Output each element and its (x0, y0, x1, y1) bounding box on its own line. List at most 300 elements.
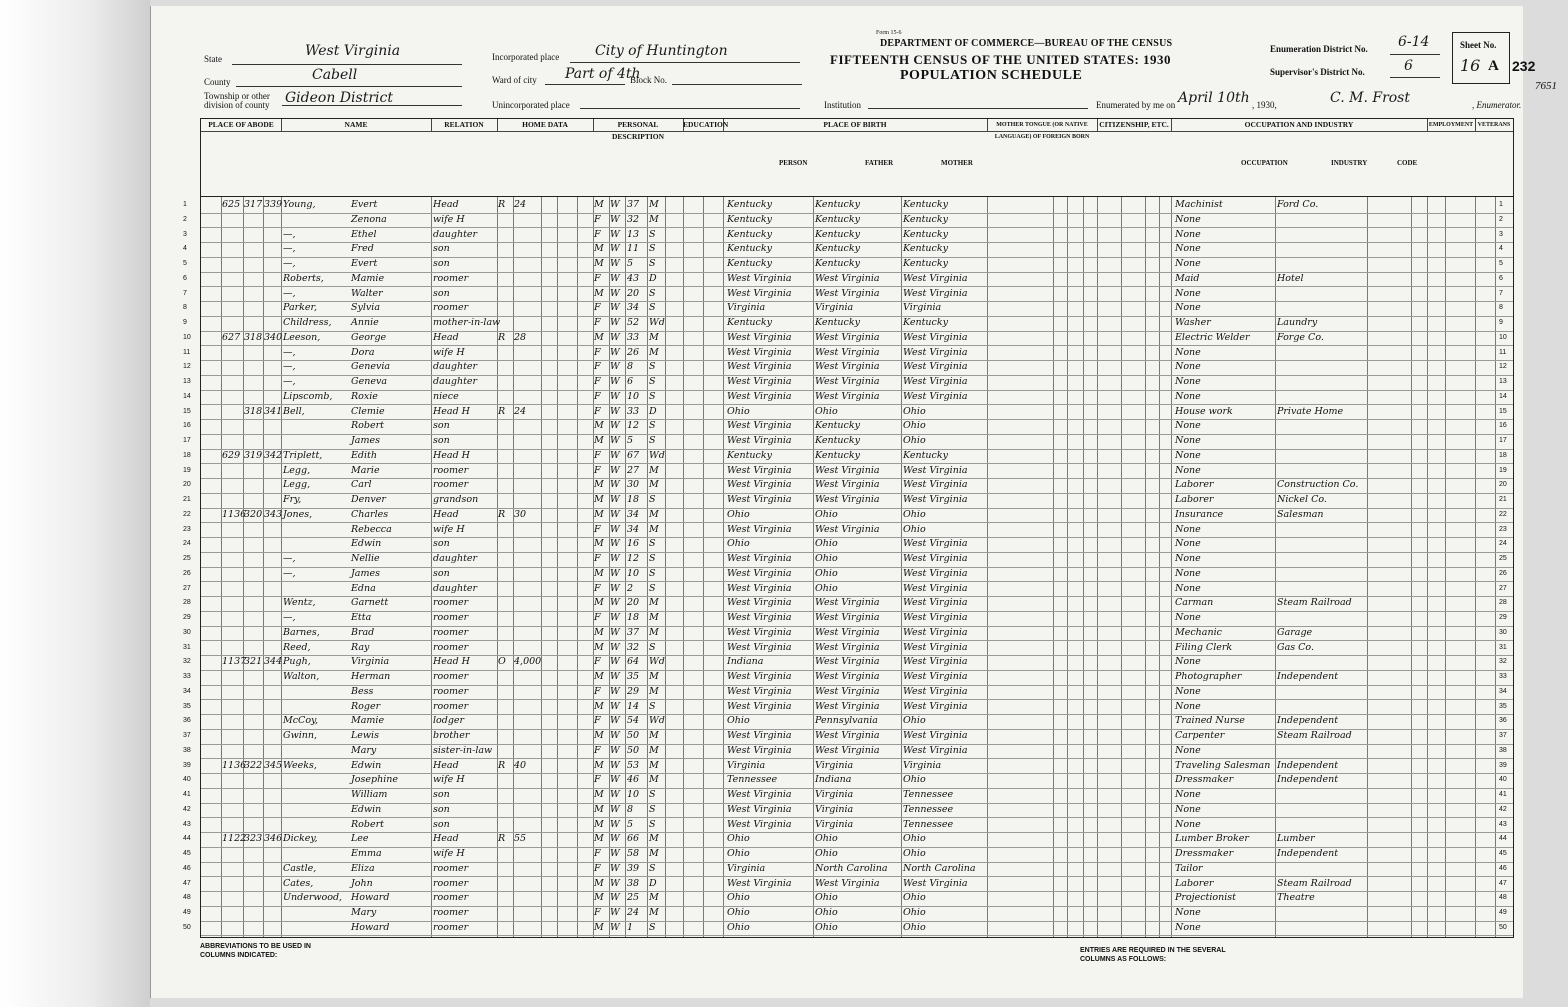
cell-birthplace-father: Virginia (815, 803, 854, 815)
cell-relation: Head H (433, 656, 470, 668)
cell-row-number-right: 29 (1499, 614, 1507, 621)
cell-birthplace-father: Ohio (815, 892, 838, 904)
cell-surname: Young, (283, 199, 316, 210)
cell-surname: Childress, (283, 317, 332, 328)
cell-row-number: 45 (183, 850, 191, 857)
cell-visit-number: 342 (264, 449, 283, 461)
cell-row-number-right: 46 (1499, 864, 1507, 872)
subhead-person: PERSON (779, 159, 808, 167)
cell-age: 10 (627, 390, 640, 402)
cell-home-value: 55 (514, 833, 527, 845)
cell-relation: wife H (433, 213, 465, 225)
cell-surname: Legg, (283, 464, 311, 476)
cell-birthplace-person: Virginia (727, 302, 766, 314)
cell-sex: F (594, 582, 601, 594)
cell-marital-status: S (649, 361, 656, 373)
enumerated-date: April 10th (1178, 90, 1250, 106)
cell-marital-status: S (649, 287, 656, 299)
cell-birthplace-father: Virginia (815, 302, 854, 314)
cell-row-number: 14 (183, 392, 191, 400)
cell-home-value: 4,000 (514, 656, 542, 668)
cell-occupation: Laborer (1175, 479, 1214, 491)
cell-age: 10 (627, 567, 640, 579)
cell-birthplace-mother: Tennessee (903, 803, 954, 815)
cell-occupation: Dressmaker (1175, 848, 1234, 859)
cell-row-number-right: 20 (1499, 481, 1507, 489)
cell-row-number: 39 (183, 761, 191, 769)
cell-birthplace-person: West Virginia (727, 744, 792, 756)
cell-birthplace-mother: West Virginia (903, 361, 968, 373)
cell-birthplace-father: Kentucky (815, 228, 860, 240)
cell-birthplace-person: Tennessee (727, 774, 778, 786)
cell-row-number-right: 24 (1499, 540, 1507, 548)
state-label: State (204, 54, 222, 64)
cell-birthplace-father: Pennsylvania (815, 715, 878, 727)
cell-birthplace-person: Ohio (727, 405, 750, 417)
cell-home-tenure: R (498, 199, 506, 210)
cell-age: 54 (627, 715, 640, 727)
cell-sex: F (594, 774, 601, 786)
cell-relation: roomer (433, 626, 469, 638)
table-row (183, 493, 1513, 509)
cell-race: W (610, 464, 620, 476)
cell-visit-number: 345 (264, 759, 283, 771)
cell-race: W (610, 612, 620, 623)
cell-race: W (610, 730, 620, 741)
cell-birthplace-person: West Virginia (727, 612, 792, 623)
cell-birthplace-mother: West Virginia (903, 656, 968, 668)
cell-given-name: Bess (351, 685, 374, 697)
cell-birthplace-mother: Kentucky (903, 317, 948, 328)
cell-birthplace-person: West Virginia (727, 789, 792, 800)
cell-row-number: 12 (183, 363, 191, 371)
cell-visit-number: 339 (264, 199, 283, 210)
county-label: County (204, 77, 231, 87)
table-row (183, 508, 1513, 524)
cell-row-number: 42 (183, 805, 191, 813)
cell-surname: Reed, (283, 641, 311, 653)
table-row (183, 567, 1513, 583)
cell-age: 18 (627, 494, 640, 505)
subhead-father: FATHER (865, 159, 894, 167)
cell-row-number: 36 (183, 717, 191, 725)
cell-row-number-right: 14 (1499, 392, 1507, 400)
cell-race: W (610, 700, 620, 712)
cell-race: W (610, 892, 620, 904)
cell-birthplace-person: West Virginia (727, 390, 792, 402)
cell-given-name: James (351, 567, 380, 579)
cell-industry: Ford Co. (1277, 199, 1319, 210)
cell-row-number-right: 33 (1499, 673, 1507, 680)
cell-relation: daughter (433, 582, 478, 594)
stamped-number: 232 (1512, 58, 1536, 74)
cell-birthplace-person: West Virginia (727, 641, 792, 653)
cell-occupation: Electric Welder (1175, 331, 1250, 343)
cell-race: W (610, 331, 620, 343)
cell-age: 25 (627, 892, 640, 904)
cell-birthplace-mother: Kentucky (903, 449, 948, 461)
cell-row-number: 37 (183, 732, 191, 739)
cell-occupation: Carman (1175, 597, 1214, 609)
cell-birthplace-father: Ohio (815, 553, 838, 564)
cell-marital-status: M (649, 848, 659, 859)
cell-surname: Underwood, (283, 892, 343, 904)
cell-age: 8 (627, 361, 634, 373)
cell-relation: daughter (433, 553, 478, 564)
cell-occupation: Filing Clerk (1175, 641, 1233, 653)
block-underline (672, 84, 802, 85)
cell-birthplace-person: West Virginia (727, 818, 792, 830)
cell-birthplace-father: Kentucky (815, 199, 860, 210)
cell-birthplace-person: West Virginia (727, 597, 792, 609)
cell-row-number-right: 48 (1499, 894, 1507, 902)
cell-home-value: 40 (514, 759, 527, 771)
cell-sex: M (594, 199, 604, 210)
cell-row-number: 6 (183, 274, 187, 282)
cell-sex: F (594, 390, 601, 402)
group-occupation-industry: OCCUPATION AND INDUSTRY (1171, 119, 1428, 132)
cell-row-number-right: 39 (1499, 761, 1507, 769)
cell-birthplace-mother: Ohio (903, 715, 926, 727)
cell-home-tenure: R (498, 759, 506, 771)
cell-birthplace-person: West Virginia (727, 671, 792, 682)
cell-given-name: Sylvia (351, 302, 380, 314)
cell-marital-status: S (649, 582, 656, 594)
cell-birthplace-mother: West Virginia (903, 376, 968, 387)
cell-sex: M (594, 700, 604, 712)
cell-industry: Independent (1277, 848, 1339, 859)
township-label: Township or other division of county (204, 91, 270, 110)
cell-sex: M (594, 420, 604, 432)
cell-race: W (610, 420, 620, 432)
cell-age: 33 (627, 331, 640, 343)
cell-race: W (610, 789, 620, 800)
cell-birthplace-person: West Virginia (727, 361, 792, 373)
cell-row-number: 29 (183, 614, 191, 621)
cell-sex: M (594, 597, 604, 609)
cell-relation: son (433, 789, 450, 800)
cell-row-number: 4 (183, 245, 187, 253)
cell-race: W (610, 302, 620, 314)
cell-race: W (610, 272, 620, 284)
cell-birthplace-mother: West Virginia (903, 626, 968, 638)
sheet-side: A (1488, 58, 1499, 74)
cell-birthplace-person: Kentucky (727, 243, 772, 255)
cell-birthplace-father: Kentucky (815, 258, 860, 269)
cell-relation: roomer (433, 921, 469, 933)
cell-marital-status: M (649, 479, 659, 491)
cell-race: W (610, 449, 620, 461)
schedule-title: POPULATION SCHEDULE (900, 68, 1083, 83)
block-label: Block No. (630, 75, 667, 85)
cell-occupation: None (1175, 243, 1201, 255)
incorporated-value: City of Huntington (595, 43, 728, 59)
cell-row-number: 25 (183, 555, 191, 562)
cell-surname: Dickey, (283, 833, 318, 845)
cell-occupation: None (1175, 287, 1201, 299)
cell-birthplace-mother: Ohio (903, 420, 926, 432)
cell-visit-number: 340 (264, 331, 283, 343)
cell-row-number: 17 (183, 437, 191, 444)
cell-birthplace-mother: West Virginia (903, 671, 968, 682)
cell-occupation: Trained Nurse (1175, 715, 1245, 727)
cell-dwelling-number: 627 (222, 331, 241, 343)
cell-row-number: 46 (183, 864, 191, 872)
cell-sex: F (594, 272, 601, 284)
cell-race: W (610, 361, 620, 373)
cell-row-number-right: 50 (1499, 923, 1507, 931)
subhead-industry: INDUSTRY (1331, 159, 1368, 167)
cell-age: 1 (627, 921, 634, 933)
cell-birthplace-father: Ohio (815, 405, 838, 417)
cell-occupation: None (1175, 789, 1201, 800)
cell-birthplace-father: West Virginia (815, 494, 880, 505)
cell-surname: Leeson, (283, 331, 321, 343)
cell-birthplace-person: West Virginia (727, 523, 792, 535)
cell-birthplace-father: West Virginia (815, 730, 880, 741)
cell-row-number-right: 30 (1499, 628, 1507, 636)
cell-industry: Independent (1277, 671, 1339, 682)
cell-birthplace-father: Virginia (815, 759, 854, 771)
cell-relation: son (433, 287, 450, 299)
table-row (183, 523, 1513, 539)
cell-birthplace-person: West Virginia (727, 346, 792, 358)
cell-occupation: None (1175, 612, 1201, 623)
cell-sex: F (594, 685, 601, 697)
cell-occupation: None (1175, 538, 1201, 550)
cell-birthplace-person: West Virginia (727, 420, 792, 432)
cell-sex: M (594, 258, 604, 269)
cell-row-number-right: 42 (1499, 805, 1507, 813)
cell-marital-status: M (649, 671, 659, 682)
cell-given-name: Evert (351, 199, 378, 210)
header-divider (201, 196, 1513, 197)
cell-surname: Roberts, (283, 272, 324, 284)
cell-family-number: 317 (244, 199, 263, 210)
cell-birthplace-mother: North Carolina (903, 862, 976, 874)
cell-sex: F (594, 907, 601, 918)
cell-race: W (610, 213, 620, 225)
cell-birthplace-person: West Virginia (727, 464, 792, 476)
cell-age: 52 (627, 317, 640, 328)
cell-row-number: 31 (183, 643, 191, 651)
table-row (183, 552, 1513, 568)
cell-given-name: Ray (351, 641, 370, 653)
cell-surname: —, (283, 376, 296, 387)
cell-birthplace-father: West Virginia (815, 877, 880, 889)
cell-surname: Weeks, (283, 759, 317, 771)
supervisor-value: 6 (1404, 58, 1413, 74)
table-row (183, 434, 1513, 450)
cell-age: 53 (627, 759, 640, 771)
enumerator-label: , Enumerator. (1472, 100, 1522, 110)
cell-row-number: 24 (183, 540, 191, 548)
cell-sex: M (594, 877, 604, 889)
cell-marital-status: S (649, 228, 656, 240)
cell-occupation: None (1175, 818, 1201, 830)
incorporated-label: Incorporated place (492, 52, 560, 62)
unincorporated-label: Unincorporated place (492, 100, 570, 110)
cell-age: 27 (627, 464, 640, 476)
cell-birthplace-mother: West Virginia (903, 567, 968, 579)
cell-occupation: None (1175, 420, 1201, 432)
cell-row-number-right: 15 (1499, 407, 1507, 415)
cell-row-number-right: 34 (1499, 687, 1507, 695)
cell-birthplace-person: West Virginia (727, 877, 792, 889)
cell-race: W (610, 523, 620, 535)
film-margin (0, 0, 150, 1007)
county-value: Cabell (312, 67, 358, 83)
group-relation: RELATION (431, 119, 498, 132)
cell-marital-status: M (649, 833, 659, 845)
institution-label: Institution (824, 100, 862, 110)
table-row (183, 464, 1513, 480)
cell-age: 5 (627, 818, 634, 830)
cell-occupation: Laborer (1175, 877, 1214, 889)
cell-given-name: Ethel (351, 228, 377, 240)
table-row (183, 655, 1513, 671)
table-row (183, 331, 1513, 347)
cell-given-name: Robert (351, 420, 384, 432)
cell-relation: sister-in-law (433, 744, 493, 756)
cell-occupation: None (1175, 523, 1201, 535)
cell-industry: Steam Railroad (1277, 730, 1352, 741)
cell-family-number: 322 (244, 759, 263, 771)
cell-birthplace-person: Kentucky (727, 199, 772, 210)
cell-sex: M (594, 833, 604, 845)
cell-surname: —, (283, 553, 296, 564)
cell-birthplace-person: West Virginia (727, 331, 792, 343)
table-row (183, 685, 1513, 701)
cell-sex: F (594, 405, 601, 417)
cell-birthplace-person: Kentucky (727, 449, 772, 461)
cell-row-number-right: 45 (1499, 850, 1507, 857)
cell-marital-status: M (649, 464, 659, 476)
group-name: NAME (281, 119, 432, 132)
cell-birthplace-mother: West Virginia (903, 464, 968, 476)
cell-occupation: None (1175, 803, 1201, 815)
cell-surname: Gwinn, (283, 730, 318, 741)
cell-birthplace-father: Kentucky (815, 243, 860, 255)
cell-relation: roomer (433, 464, 469, 476)
enumerator-name: C. M. Frost (1330, 90, 1410, 106)
cell-sex: F (594, 361, 601, 373)
cell-industry: Steam Railroad (1277, 877, 1352, 889)
cell-row-number-right: 22 (1499, 510, 1507, 518)
cell-occupation: None (1175, 302, 1201, 314)
cell-row-number: 50 (183, 923, 191, 931)
cell-birthplace-father: Kentucky (815, 317, 860, 328)
table-row (183, 419, 1513, 435)
group-employment: EMPLOYMENT (1427, 119, 1476, 132)
group-mother-tongue: MOTHER TONGUE (OR NATIVE LANGUAGE) OF FOREIGN BORN (987, 119, 1098, 132)
cell-row-number: 10 (183, 333, 191, 341)
cell-marital-status: M (649, 685, 659, 697)
cell-birthplace-mother: Virginia (903, 302, 942, 314)
group-citizenship: CITIZENSHIP, ETC. (1097, 119, 1172, 132)
cell-row-number: 38 (183, 746, 191, 754)
cell-home-value: 28 (514, 331, 527, 343)
cell-occupation: Machinist (1175, 199, 1223, 210)
cell-occupation: None (1175, 700, 1201, 712)
table-row (183, 582, 1513, 598)
subhead-occupation: OCCUPATION (1241, 159, 1288, 167)
cell-occupation: Tailor (1175, 862, 1203, 874)
cell-row-number: 44 (183, 835, 191, 843)
cell-birthplace-father: Virginia (815, 818, 854, 830)
cell-age: 29 (627, 685, 640, 697)
cell-relation: niece (433, 390, 459, 402)
cell-given-name: Rebecca (351, 523, 392, 535)
cell-row-number: 21 (183, 496, 191, 503)
cell-birthplace-mother: Ohio (903, 508, 926, 520)
cell-row-number-right: 49 (1499, 909, 1507, 916)
cell-age: 12 (627, 420, 640, 432)
cell-row-number: 35 (183, 702, 191, 710)
cell-birthplace-father: Indiana (815, 774, 852, 786)
cell-marital-status: S (649, 494, 656, 505)
cell-occupation: Traveling Salesman (1175, 759, 1271, 771)
cell-age: 14 (627, 700, 640, 712)
cell-marital-status: M (649, 199, 659, 210)
cell-race: W (610, 803, 620, 815)
cell-home-tenure: R (498, 331, 506, 343)
cell-sex: F (594, 523, 601, 535)
cell-age: 37 (627, 626, 640, 638)
cell-age: 32 (627, 213, 640, 225)
cell-race: W (610, 405, 620, 417)
table-row (183, 788, 1513, 804)
cell-age: 11 (627, 243, 640, 255)
cell-marital-status: D (649, 405, 657, 417)
cell-industry: Nickel Co. (1277, 494, 1327, 505)
cell-occupation: None (1175, 361, 1201, 373)
cell-race: W (610, 287, 620, 299)
table-row (183, 611, 1513, 627)
cell-row-number-right: 3 (1499, 230, 1503, 238)
cell-row-number-right: 38 (1499, 746, 1507, 754)
table-row (183, 921, 1513, 937)
cell-birthplace-father: Kentucky (815, 420, 860, 432)
cell-birthplace-father: Ohio (815, 907, 838, 918)
cell-birthplace-father: Ohio (815, 833, 838, 845)
cell-birthplace-father: West Virginia (815, 744, 880, 756)
cell-relation: son (433, 258, 450, 269)
institution-underline (868, 108, 1088, 109)
cell-occupation: House work (1175, 405, 1233, 417)
table-row (183, 818, 1513, 834)
cell-age: 39 (627, 862, 640, 874)
table-row (183, 213, 1513, 229)
cell-marital-status: S (649, 567, 656, 579)
cell-age: 33 (627, 405, 640, 417)
cell-family-number: 318 (244, 405, 263, 417)
cell-relation: roomer (433, 272, 469, 284)
cell-given-name: Roxie (351, 390, 378, 402)
cell-relation: roomer (433, 671, 469, 682)
table-row (183, 390, 1513, 406)
cell-relation: Head (433, 199, 459, 210)
cell-occupation: None (1175, 213, 1201, 225)
cell-birthplace-mother: West Virginia (903, 700, 968, 712)
cell-occupation: Mechanic (1175, 626, 1222, 638)
cell-race: W (610, 346, 620, 358)
cell-relation: son (433, 435, 450, 446)
cell-birthplace-mother: West Virginia (903, 272, 968, 284)
cell-home-tenure: R (498, 508, 506, 520)
cell-birthplace-father: West Virginia (815, 390, 880, 402)
cell-birthplace-father: West Virginia (815, 612, 880, 623)
